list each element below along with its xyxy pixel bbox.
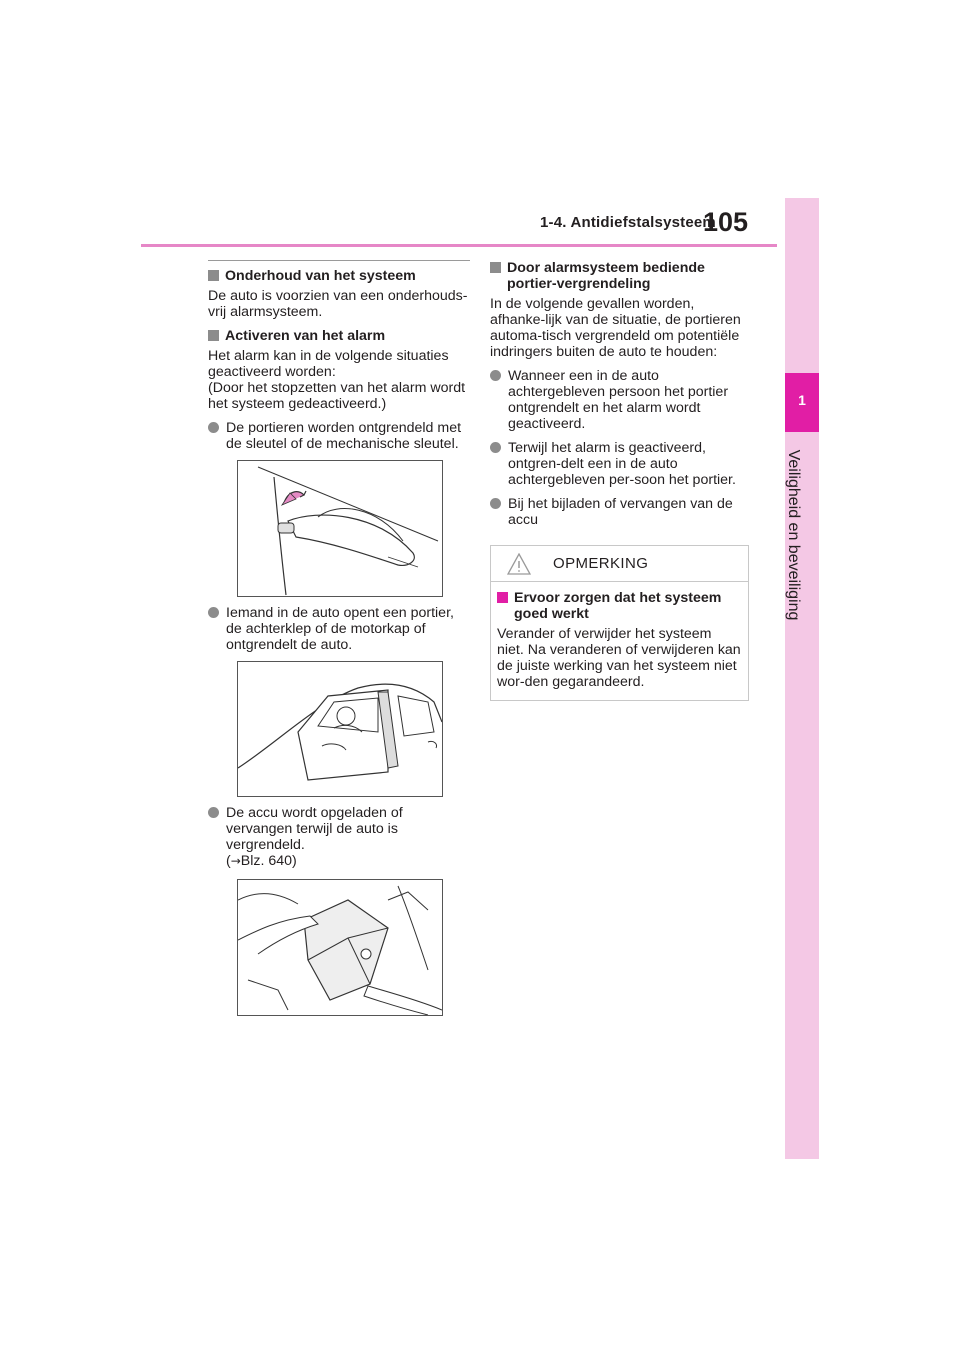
- car-door-illustration-svg: [238, 662, 442, 796]
- page-number: 105: [703, 207, 749, 237]
- square-bullet-icon: [490, 262, 501, 273]
- list-item-line-1: De accu wordt opgeladen of vervangen terwijl de auto is vergrendeld.: [226, 805, 403, 853]
- notice-text: Verander of verwijder het systeem niet. Na veranderen of verwijderen kan de juiste werking van het systeem niet wor-den gegarandeerd.: [497, 626, 741, 690]
- maintenance-text: De auto is voorzien van een onderhouds-vrij alarmsysteem.: [208, 288, 468, 320]
- notice-box: [490, 545, 749, 701]
- heading-text: Ervoor zorgen dat het systeem goed werkt: [514, 590, 722, 622]
- left-column: [208, 260, 470, 1024]
- notice-heading: [497, 590, 742, 622]
- list-item-text: De portieren worden ontgrendeld met de sleutel of de mechanische sleutel.: [226, 420, 462, 452]
- round-bullet-icon: [208, 422, 219, 433]
- door-text: In de volgende gevallen worden, afhanke-lijk van de situatie, de portieren automa-tisch vergrendeld om potentiële indringers buiten de auto te houden:: [490, 296, 741, 360]
- square-bullet-icon: [208, 330, 219, 341]
- list-item: [490, 440, 752, 488]
- notice-header: [491, 546, 748, 582]
- list-item: [208, 420, 470, 452]
- round-bullet-icon: [490, 442, 501, 453]
- chapter-label: Veiligheid en beveiliging: [785, 449, 802, 621]
- heading-text: Door alarmsysteem bediende portier-vergrendeling: [507, 260, 705, 292]
- list-item-text: Bij het bijladen of vervangen van de accu: [508, 496, 733, 528]
- chapter-number: 1: [798, 392, 806, 408]
- heading-maintenance: [208, 268, 470, 284]
- list-item-text: Iemand in de auto opent een portier, de achterklep of de motorkap of ontgrendelt de auto.: [226, 605, 454, 653]
- square-bullet-icon: [208, 270, 219, 281]
- door-handle-illustration-svg: [238, 461, 442, 596]
- battery-replacement-illustration: [237, 879, 443, 1016]
- square-bullet-icon: [497, 592, 508, 603]
- list-item-text: Wanneer een in de auto achtergebleven persoon het portier ontgrendelt en het alarm wordt geactiveerd.: [508, 368, 729, 432]
- heading-text: Activeren van het alarm: [225, 328, 386, 344]
- round-bullet-icon: [490, 498, 501, 509]
- list-item: [208, 805, 470, 869]
- list-item-text: Terwijl het alarm is geactiveerd, ontgren-delt een in de auto achtergebleven per-soon het portier.: [508, 440, 736, 488]
- notice-body: [491, 582, 748, 700]
- door-handle-key-illustration: [237, 460, 443, 597]
- activate-text-1: Het alarm kan in de volgende situaties geactiveerd worden:: [208, 348, 449, 380]
- round-bullet-icon: [208, 807, 219, 818]
- page-reference-link[interactable]: Blz. 640): [240, 853, 297, 869]
- battery-illustration-svg: [238, 880, 442, 1015]
- activate-text-2: (Door het stopzetten van het alarm wordt het systeem gedeactiveerd.): [208, 380, 466, 412]
- round-bullet-icon: [490, 370, 501, 381]
- list-item: [490, 368, 752, 432]
- column-top-rule: [208, 260, 470, 261]
- warning-triangle-icon: [507, 553, 531, 575]
- heading-text: Onderhoud van het systeem: [225, 268, 416, 284]
- notice-title: OPMERKING: [553, 554, 649, 572]
- list-item: [208, 605, 470, 653]
- list-item-text: [226, 805, 470, 869]
- ref-open: (: [226, 853, 231, 869]
- section-title: 1-4. Antidiefstalsysteem: [540, 214, 716, 231]
- right-column: [490, 260, 752, 701]
- heading-door-lock: [490, 260, 752, 292]
- heading-activate: [208, 328, 470, 344]
- list-item: [490, 496, 752, 528]
- arrow-icon: →: [230, 854, 241, 868]
- chapter-side-tab: [785, 198, 819, 1159]
- header-rule: [141, 244, 777, 247]
- person-in-car-opening-door-illustration: [237, 661, 443, 797]
- round-bullet-icon: [208, 607, 219, 618]
